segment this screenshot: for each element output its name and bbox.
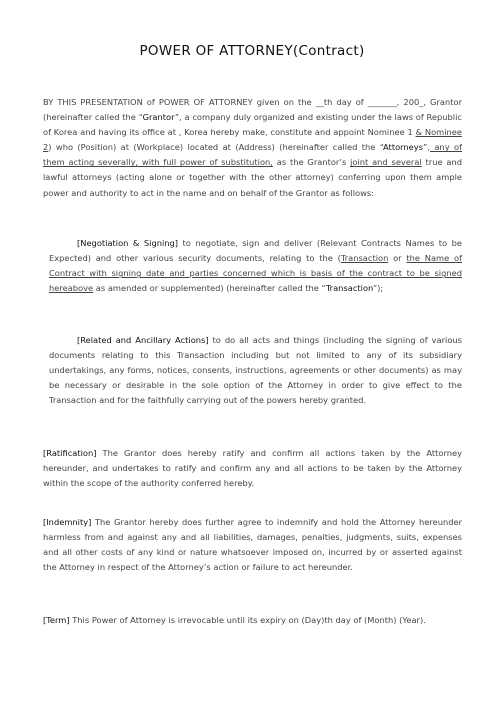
term-section	[43, 613, 462, 628]
term-body: This Power of Attorney is irrevocable until its expiry on (Day)th day of (Month) (Year).	[69, 615, 426, 625]
nominee-2-text: & Nominee 2	[43, 127, 462, 153]
document-title: POWER OF ATTORNEY(Contract)	[139, 43, 365, 59]
ratification-body: The Grantor does hereby ratify and confirm all actions taken by the Attorney hereunder, and undertakes to ratify and confirm any and all actions to be taken by the Attorney within the scope of the authority conferred hereby.	[43, 448, 462, 489]
indemnity-heading: [Indemnity]	[43, 517, 92, 527]
intro-paragraph	[43, 95, 462, 201]
related-actions-heading: [Related and Ancillary Actions]	[77, 335, 209, 345]
intro-text-4: ”,	[423, 142, 430, 153]
negotiation-text-2: or	[388, 253, 407, 264]
indemnity-body: The Grantor hereby does further agree to indemnify and hold the Attorney hereunder harmless from and against any and all liabilities, damages, penalties, judgments, suits, expenses and all other costs of any kind or nature whatsoever imposed on, incurred by or asserted against the Attorney in respect of the Attorney’s action or failure to act hereunder.	[43, 517, 462, 573]
negotiation-text-3: as amended or supplemented) (hereinafter called the “	[93, 283, 326, 294]
negotiation-section	[49, 236, 462, 296]
ratification-section	[43, 446, 462, 491]
term-heading: [Term]	[43, 615, 70, 625]
intro-text-2: ”, a company duly organized and existing under the laws of Republic of Korea and having its office at , Korea hereby make, constitute and appoint Nominee 1	[43, 112, 462, 138]
intro-text-6: true and lawful attorneys (acting alone or together with the other attorney) conferring upon them ample power and authority to act in the name and on behalf of the Grantor as follows:	[43, 157, 462, 198]
intro-text-3: ) who (Position) at (Workplace) located at (Address) (hereinafter called the “	[48, 142, 384, 153]
indemnity-section	[43, 515, 462, 575]
substitution-clause: any of them acting severally, with full power of substitution,	[43, 142, 462, 168]
grantor-term: Grantor	[142, 112, 175, 123]
intro-text-1: BY THIS PRESENTATION of POWER OF ATTORNEY given on the __th day of _______, 200_, Grantor (hereinafter called the “	[43, 97, 462, 123]
negotiation-heading: [Negotiation & Signing]	[77, 238, 179, 248]
related-actions-section	[49, 333, 462, 408]
joint-several-text: joint and several	[350, 157, 422, 168]
contract-name-underlined: the Name of Contract with signing date and parties concerned which is basis of the contract to be signed hereabove	[49, 253, 462, 294]
negotiation-text-1: to negotiate, sign and deliver (Relevant Contracts Names to be Expected) and other various security documents, relating to the (	[49, 238, 462, 264]
transaction-underlined: Transaction	[340, 253, 389, 264]
negotiation-text-4: ”);	[372, 283, 384, 294]
attorneys-term: Attorneys	[383, 142, 424, 153]
transaction-term: Transaction	[325, 283, 373, 294]
related-actions-body: to do all acts and things (including the signing of various documents relating to this Transaction including but not limited to any of its subsidiary undertakings, any forms, notices, consents, instructions, agreements or other documents) as may be necessary or desirable in the sole option of the Attorney in order to give effect to the Transaction and for the faithfully carrying out of the powers hereby granted.	[49, 335, 462, 406]
ratification-heading: [Ratification]	[43, 448, 97, 458]
intro-text-5: as the Grantor’s	[272, 157, 351, 168]
